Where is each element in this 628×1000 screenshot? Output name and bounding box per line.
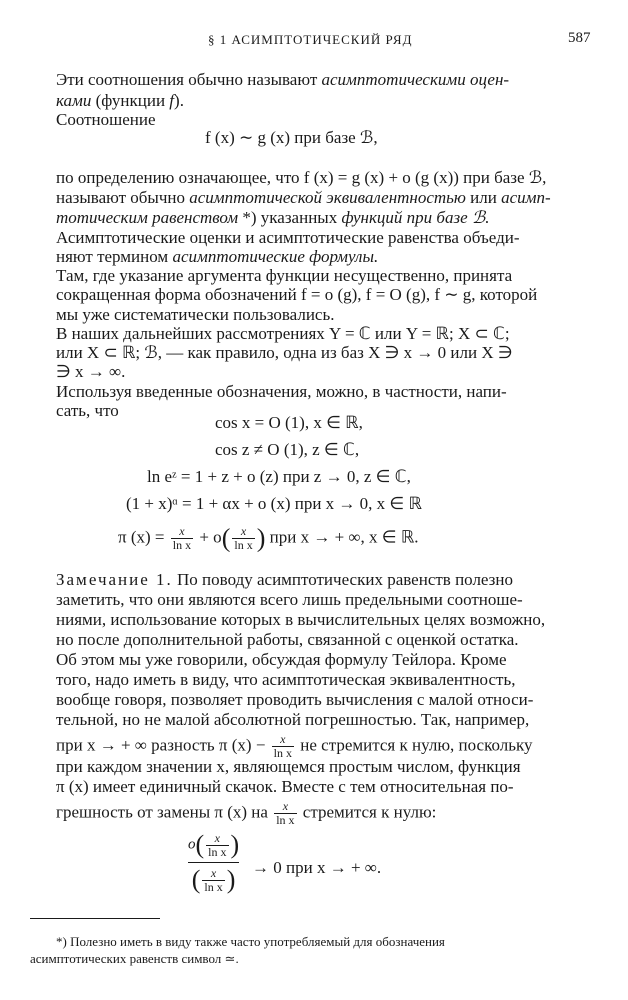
fraction: $\frac{x}{\text{ln x}}$ <box>172 524 192 552</box>
text-line: мы уже систематически пользовались. <box>56 305 335 324</box>
fraction: $\frac{x}{\text{ln x}}$ <box>234 524 253 552</box>
text-line: ∋ x → ∞. <box>56 362 126 381</box>
text-line: тотическим равенством *) указанных функций при базе ℬ. <box>56 208 490 227</box>
formula: π (x) = $\frac{x}{\text{ln x}}$ + o( $\frac{x}{\text{ln x}}$ ) при x → + ∞, x ∈ ℝ. <box>118 523 419 553</box>
text-line: ниями, использование которых в вычислительных целях возможно, <box>56 610 546 629</box>
fraction: $\frac{x}{\text{ln x}}$ <box>276 799 295 827</box>
text-line: но после дополнительной работы, связанной с оценкой остатка. <box>56 630 519 649</box>
formula: → 0 при x → + ∞. <box>252 858 382 877</box>
text-line: Замечание 1. По поводу асимптотических равенств полезно <box>56 570 513 589</box>
formula: (1 + x)ᵅ = 1 + αx + o (x) при x → 0, x ∈ ℝ <box>126 494 422 513</box>
text-line: тельной, но не малой абсолютной погрешностью. Так, например, <box>56 710 530 729</box>
text-line: вообще говоря, позволяет проводить вычисления с малой относи- <box>56 690 534 709</box>
text-line: няют термином асимптотические формулы. <box>56 247 379 266</box>
relative-error-fraction: o( $\frac{x}{\text{ln x}}$ ) ( $\frac{x}{\text{ln x}}$ ) <box>188 830 240 894</box>
text-line: при каждом значении x, являющемся простым числом, функция <box>56 757 521 776</box>
text-line: по определению означающее, что f (x) = g (x) + o (g (x)) при базе ℬ, <box>56 168 547 187</box>
text-line: Соотношение <box>56 110 156 129</box>
footnote-line: асимптотических равенств символ ≃. <box>30 951 239 966</box>
text-line: заметить, что они являются всего лишь предельными соотноше- <box>56 590 523 609</box>
text-line: Эти соотношения обычно называют асимптотическими оцен- <box>56 70 510 89</box>
formula: f (x) ∼ g (x) при базе ℬ, <box>205 128 378 147</box>
remark-heading: Замечание 1. <box>56 570 173 589</box>
fraction: $\frac{x}{\text{ln x}}$ <box>273 732 292 760</box>
formula: cos z ≠ O (1), z ∈ ℂ, <box>215 440 360 459</box>
fraction: $\frac{x}{\text{ln x}}$ <box>204 865 223 894</box>
text-line: сокращенная форма обозначений f = o (g), f = O (g), f ∼ g, которой <box>56 285 538 304</box>
fraction-bar <box>188 862 239 863</box>
text-line: сать, что <box>56 401 119 420</box>
running-header <box>0 30 628 50</box>
footnote-rule <box>30 918 160 919</box>
text-line: или X ⊂ ℝ; ℬ, — как правило, одна из баз X ∋ x → 0 или X ∋ <box>56 343 513 362</box>
text-line: называют обычно асимптотической эквивалентностью или асимп- <box>56 188 551 207</box>
text-line: π (x) имеет единичный скачок. Вместе с тем относительная по- <box>56 777 514 796</box>
text-line: Асимптотические оценки и асимптотические равенства объеди- <box>56 228 520 247</box>
page-number: 587 <box>568 30 591 46</box>
text-line: Об этом мы уже говорили, обсуждая формулу Тейлора. Кроме <box>56 650 507 669</box>
text-line: Используя введенные обозначения, можно, в частности, напи- <box>56 382 507 401</box>
section-title: § 1 АСИМПТОТИЧЕСКИЙ РЯД <box>208 32 413 47</box>
formula: cos x = O (1), x ∈ ℝ, <box>215 413 363 432</box>
text-line: при x → + ∞ разность π (x) − $\frac{x}{\text{ln x}}$ не стремится к нулю, поскольку <box>56 732 533 760</box>
formula: ln eᶻ = 1 + z + o (z) при z → 0, z ∈ ℂ, <box>147 467 411 486</box>
text-line: грешность от замены π (x) на $\frac{x}{\text{ln x}}$ стремится к нулю: <box>56 799 437 827</box>
footnote-line: *) Полезно иметь в виду также часто употребляемый для обозначения <box>56 934 445 949</box>
fraction: $\frac{x}{\text{ln x}}$ <box>208 830 227 859</box>
text-line: Там, где указание аргумента функции несущественно, принята <box>56 266 513 285</box>
text-line: того, надо иметь в виду, что асимптотическая эквивалентность, <box>56 670 516 689</box>
text-line: В наших дальнейших рассмотрениях Y = ℂ или Y = ℝ; X ⊂ ℂ; <box>56 324 510 343</box>
text-line: ками (функции f). <box>56 91 184 110</box>
